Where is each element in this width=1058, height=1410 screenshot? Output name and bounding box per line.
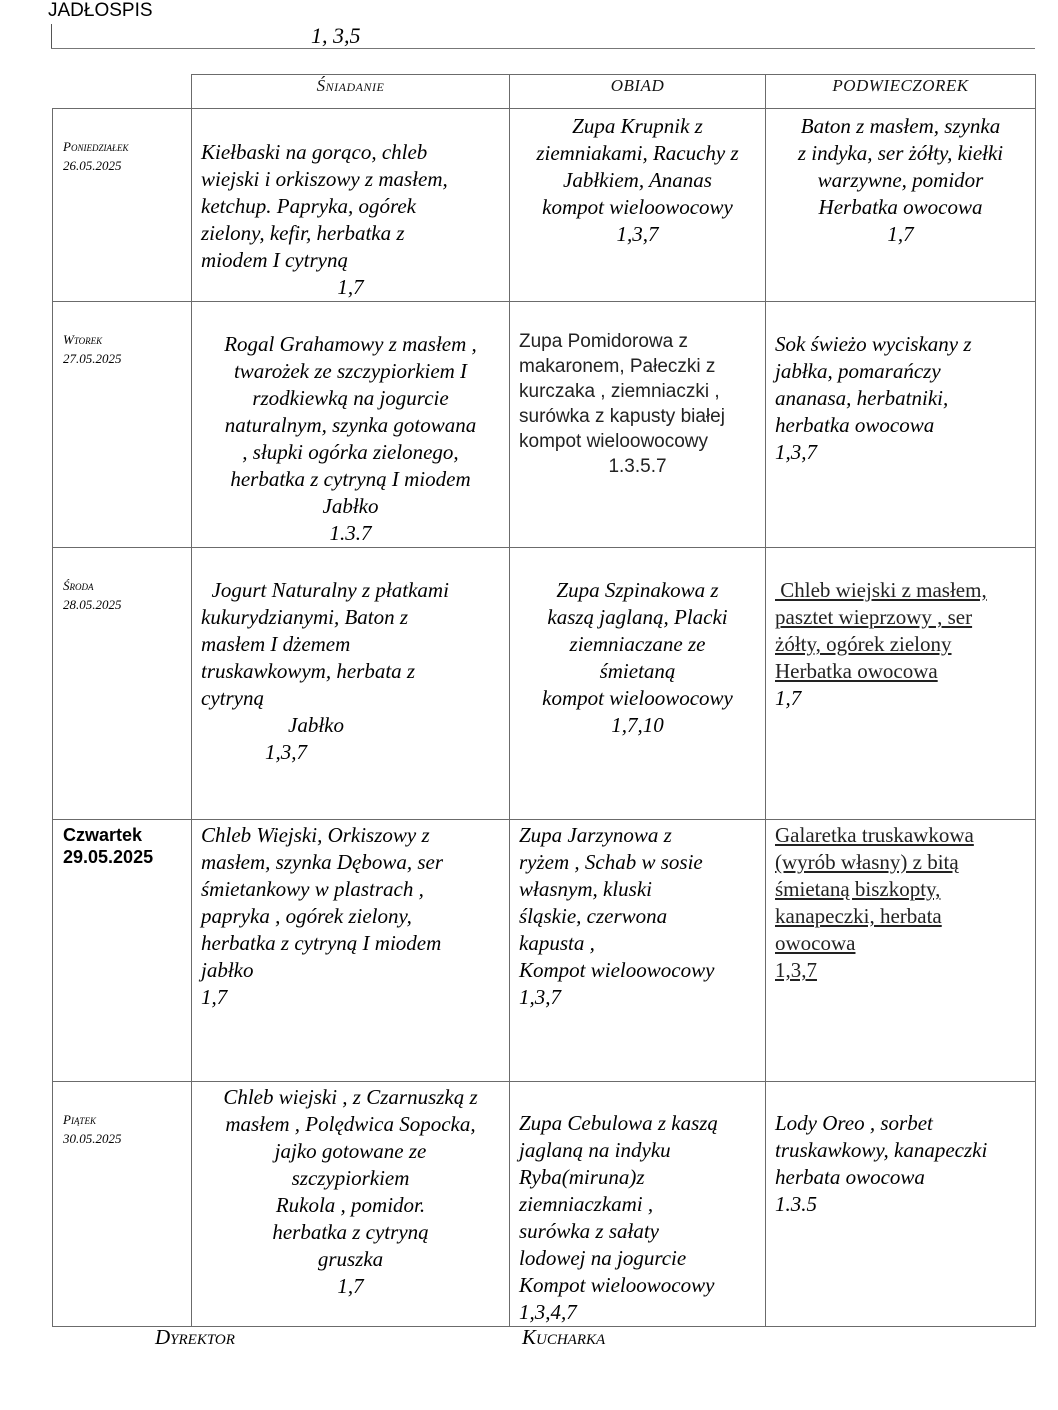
day-date: 26.05.2025 (63, 158, 122, 173)
header-breakfast: Śniadanie (192, 75, 510, 109)
day-cell (53, 820, 192, 1082)
breakfast-cell: Kiełbaski na gorąco, chleb wiejski i orkiszowy z masłem, ketchup. Papryka, ogórek zielony, kefir, herbatka z miodem I cytryną 1,7 (192, 109, 510, 302)
day-row-friday (53, 1082, 1036, 1327)
signature-director: Dyrektor (155, 1325, 235, 1349)
breakfast-cell: Rogal Grahamowy z masłem , twarożek ze szczypiorkiem I rzodkiewką na jogurcie naturalnym, szynka gotowana , słupki ogórka zielonego, herbatka z cytryną I miodem Jabłko 1.3.7 (192, 302, 510, 548)
snack-cell: Lody Oreo , sorbet truskawkowy, kanapeczki herbata owocowa 1.3.5 (766, 1082, 1036, 1327)
day-row-monday (53, 109, 1036, 302)
day-date: 30.05.2025 (63, 1131, 122, 1146)
document-title: JADŁOSPIS (48, 0, 153, 21)
lunch-cell: Zupa Szpinakowa z kaszą jaglaną, Placki ziemniaczane ze śmietaną kompot wieloowocowy 1,7,10 (510, 548, 766, 820)
breakfast-cell: Chleb wiejski , z Czarnuszką z masłem , Polędwica Sopocka, jajko gotowane ze szczypiorkiem Rukola , pomidor. herbatka z cytryną gruszka 1,7 (192, 1082, 510, 1327)
day-name: Wtorek (63, 332, 103, 347)
menu-table (52, 74, 1036, 1327)
day-name: Poniedziałek (63, 139, 129, 154)
snack-cell: Sok świeżo wyciskany z jabłka, pomarańczy ananasa, herbatniki, herbatka owocowa 1,3,7 (766, 302, 1036, 548)
day-cell (53, 109, 192, 302)
day-row-thursday (53, 820, 1036, 1082)
lunch-cell: Zupa Krupnik z ziemniakami, Racuchy z Jabłkiem, Ananas kompot wieloowocowy 1,3,7 (510, 109, 766, 302)
lunch-cell: Zupa Pomidorowa z makaronem, Pałeczki z kurczaka , ziemniaczki , surówka z kapusty białej kompot wieloowocowy 1.3.5.7 (510, 302, 766, 548)
day-row-wednesday (53, 548, 1036, 820)
day-cell (53, 1082, 192, 1327)
header-corner (53, 75, 192, 109)
title-rule-horizontal (51, 48, 1035, 49)
day-name: Czwartek (63, 825, 143, 845)
snack-cell: Galaretka truskawkowa (wyrób własny) z bitą śmietaną biszkopty, kanapeczki, herbata owocowa 1,3,7 (766, 820, 1036, 1082)
day-name: Środa (63, 578, 94, 593)
signature-cook: Kucharka (522, 1325, 606, 1349)
snack-cell: Baton z masłem, szynka z indyka, ser żółty, kiełki warzywne, pomidor Herbatka owocowa 1,7 (766, 109, 1036, 302)
breakfast-cell: Chleb Wiejski, Orkiszowy z masłem, szynka Dębowa, ser śmietankowy w plastrach , papryka , ogórek zielony, herbatka z cytryną I miodem jabłko 1,7 (192, 820, 510, 1082)
allergen-codes: 1, 3,5 (311, 23, 361, 48)
header-lunch: OBIAD (510, 75, 766, 109)
day-date: 29.05.2025 (63, 847, 154, 867)
title-rule-vertical (51, 24, 52, 49)
day-date: 28.05.2025 (63, 597, 122, 612)
day-row-tuesday (53, 302, 1036, 548)
day-name: Piątek (63, 1112, 96, 1127)
header-snack: PODWIECZOREK (766, 75, 1036, 109)
breakfast-cell: Jogurt Naturalny z płatkami kukurydzianymi, Baton z masłem I dżemem truskawkowym, herbata z cytryną Jabłko 1,3,7 (192, 548, 510, 820)
lunch-cell: Zupa Cebulowa z kaszą jaglaną na indyku Ryba(miruna)z ziemniaczkami , surówka z sałaty lodowej na jogurcie Kompot wieloowocowy 1,3,4,7 (510, 1082, 766, 1327)
lunch-cell: Zupa Jarzynowa z ryżem , Schab w sosie własnym, kluski śląskie, czerwona kapusta , Kompot wieloowocowy 1,3,7 (510, 820, 766, 1082)
header-row (53, 75, 1036, 109)
snack-cell: Chleb wiejski z masłem, pasztet wieprzowy , ser żółty, ogórek zielony Herbatka owocowa 1,7 (766, 548, 1036, 820)
day-cell (53, 302, 192, 548)
day-date: 27.05.2025 (63, 351, 122, 366)
day-cell (53, 548, 192, 820)
